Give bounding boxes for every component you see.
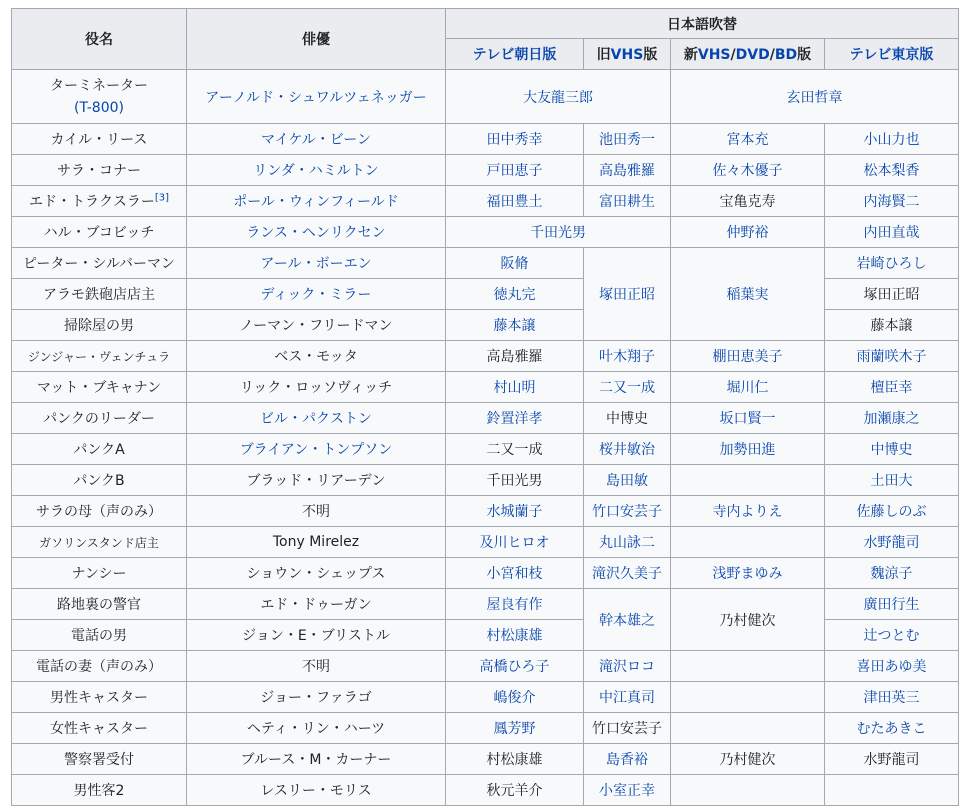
voice-cell-new-vhs: [671, 434, 825, 465]
voice-actor-link[interactable]: 松本梨香: [863, 163, 920, 179]
voice-actor-link[interactable]: 幹本雄之: [599, 612, 655, 629]
table-row: [12, 775, 959, 806]
voice-cell-tv-tokyo: [825, 589, 959, 620]
voice-actor-link[interactable]: 内田直哉: [863, 225, 920, 241]
voice-cell-tv-tokyo: [825, 651, 959, 682]
voice-actor-link[interactable]: 堀川仁: [726, 380, 769, 396]
actor-cell: [187, 217, 446, 248]
voice-cell-old-vhs: [584, 186, 671, 217]
role-cell: ジンジャー・ヴェンチュラ: [12, 341, 187, 372]
actor-cell: 不明: [187, 651, 446, 682]
table-row: [12, 558, 959, 589]
table-row: [12, 434, 959, 465]
voice-cell-new-vhs: [671, 248, 825, 341]
table-row: [12, 155, 959, 186]
voice-actor-link[interactable]: 高橋ひろ子: [479, 659, 550, 675]
voice-cell-tv-asahi: 村松康雄: [446, 744, 584, 775]
new-prefix: 新: [683, 47, 698, 63]
actor-cell: エド・ドゥーガン: [187, 589, 446, 620]
voice-actor-link[interactable]: 戸田恵子: [486, 163, 543, 179]
voice-cell-tv-asahi: 二又一成: [446, 434, 584, 465]
voice-cell-tv-asahi: [446, 496, 584, 527]
voice-actor-link[interactable]: 村松康雄: [486, 628, 543, 644]
voice-cell-tv-asahi-old-vhs: [446, 217, 671, 248]
voice-actor-link[interactable]: 二又一成: [599, 380, 655, 396]
voice-actor-link[interactable]: 福田豊土: [486, 194, 543, 210]
voice-actor-link[interactable]: 及川ヒロオ: [479, 535, 550, 551]
voice-cell-tv-asahi: 高島雅羅: [446, 341, 584, 372]
voice-cell-tv-tokyo: [825, 496, 959, 527]
voice-actor-link[interactable]: 嶋俊介: [493, 690, 536, 706]
voice-actor-link[interactable]: 島田敏: [606, 473, 648, 489]
voice-cell-tv-asahi: [446, 713, 584, 744]
vhs-link[interactable]: VHS: [610, 47, 644, 63]
voice-actor-link[interactable]: 大友龍三郎: [523, 89, 593, 106]
voice-cell-tv-tokyo: [825, 372, 959, 403]
voice-actor-link[interactable]: 中博史: [870, 442, 913, 458]
voice-cell-tv-asahi: 千田光男: [446, 465, 584, 496]
voice-cell-tv-asahi-old-vhs: [446, 70, 671, 124]
role-cell: 掃除屋の男: [12, 310, 187, 341]
voice-cell-old-vhs: [584, 775, 671, 806]
voice-actor-link[interactable]: 島香裕: [606, 752, 648, 768]
table-row: [12, 70, 959, 124]
voice-cell-new-vhs-tv-tokyo: [671, 70, 959, 124]
dvd-link[interactable]: DVD: [735, 47, 770, 63]
voice-actor-link[interactable]: 鈴置洋孝: [486, 411, 543, 427]
voice-cell-new-vhs: [671, 651, 825, 682]
old-vhs-suffix: 版: [643, 47, 658, 63]
voice-actor-link[interactable]: 屋良有作: [486, 597, 543, 613]
role-cell: ガソリンスタンド店主: [12, 527, 187, 558]
voice-cell-new-vhs: [671, 465, 825, 496]
voice-cell-new-vhs: [671, 155, 825, 186]
voice-cell-tv-asahi: [446, 186, 584, 217]
voice-actor-link[interactable]: 小室正幸: [599, 783, 655, 799]
voice-cell-tv-tokyo: [825, 248, 959, 279]
voice-cell-tv-asahi: [446, 124, 584, 155]
role-cell: パンクB: [12, 465, 187, 496]
voice-actor-link[interactable]: 雨蘭咲木子: [856, 349, 927, 365]
voice-actor-link[interactable]: 仲野裕: [726, 225, 769, 241]
table-row: [12, 744, 959, 775]
actor-cell: ヘティ・リン・ハーツ: [187, 713, 446, 744]
role-cell: 電話の男: [12, 620, 187, 651]
voice-cell-new-vhs: [671, 558, 825, 589]
actor-cell: レスリー・モリス: [187, 775, 446, 806]
role-cell: ナンシー: [12, 558, 187, 589]
voice-actor-link[interactable]: 滝沢久美子: [592, 566, 662, 582]
voice-cell-tv-asahi: [446, 527, 584, 558]
role-name: エド・トラクスラー: [28, 194, 155, 210]
tv-asahi-link[interactable]: テレビ朝日版: [472, 47, 557, 63]
table-row: [12, 248, 959, 279]
voice-cell-old-vhs: 中博史: [584, 403, 671, 434]
voice-cell-tv-tokyo: [825, 124, 959, 155]
header-old-vhs: [584, 39, 671, 70]
role-cell: 警察署受付: [12, 744, 187, 775]
voice-actor-link[interactable]: 田中秀幸: [486, 132, 543, 148]
voice-actor-link[interactable]: 佐々木優子: [712, 163, 783, 179]
voice-cell-tv-tokyo: [825, 217, 959, 248]
voice-actor-link[interactable]: 塚田正昭: [599, 287, 655, 303]
actor-cell: [187, 70, 446, 124]
voice-cell-tv-tokyo: [825, 775, 959, 806]
voice-cell-tv-tokyo: [825, 155, 959, 186]
voice-cell-new-vhs: [671, 496, 825, 527]
table-row: [12, 651, 959, 682]
header-japanese-dub: 日本語吹替: [446, 9, 959, 39]
voice-actor-link[interactable]: 藤本譲: [493, 318, 536, 334]
voice-actor-link[interactable]: 坂口賢一: [719, 411, 776, 427]
table-row: [12, 372, 959, 403]
table-row: [12, 465, 959, 496]
voice-actor-link[interactable]: 玄田哲章: [786, 89, 843, 106]
voice-cell-old-vhs: [584, 434, 671, 465]
voice-cell-old-vhs: [584, 682, 671, 713]
header-row-1: [12, 9, 959, 39]
role-cell: [12, 186, 187, 217]
role-sub-link[interactable]: (T-800): [74, 99, 124, 116]
voice-cell-new-vhs: 宝亀克寿: [671, 186, 825, 217]
voice-actor-link[interactable]: 竹口安芸子: [592, 504, 662, 520]
voice-cell-tv-asahi: 秋元羊介: [446, 775, 584, 806]
table-row: [12, 589, 959, 620]
voice-cell-new-vhs: [671, 682, 825, 713]
voice-actor-link[interactable]: 土田大: [870, 473, 913, 489]
voice-cell-tv-tokyo: [825, 186, 959, 217]
voice-cell-tv-asahi: [446, 248, 584, 279]
voice-cell-tv-asahi: [446, 682, 584, 713]
header-new-vhs-dvd-bd: [671, 39, 825, 70]
voice-cell-tv-asahi: [446, 589, 584, 620]
voice-cell-old-vhs: [584, 155, 671, 186]
table-row: [12, 341, 959, 372]
voice-cell-old-vhs: [584, 496, 671, 527]
tv-tokyo-link[interactable]: テレビ東京版: [849, 47, 934, 63]
cast-table: [11, 8, 959, 806]
voice-cell-new-vhs: [671, 527, 825, 558]
role-cell: 男性客2: [12, 775, 187, 806]
voice-cell-new-vhs: [671, 775, 825, 806]
voice-actor-link[interactable]: 滝沢ロコ: [599, 659, 655, 675]
actor-cell: リック・ロッソヴィッチ: [187, 372, 446, 403]
voice-cell-tv-tokyo: [825, 682, 959, 713]
role-cell: 男性キャスター: [12, 682, 187, 713]
header-tv-tokyo: [825, 39, 959, 70]
voice-actor-link[interactable]: 寺内よりえ: [712, 504, 783, 520]
actor-cell: ノーマン・フリードマン: [187, 310, 446, 341]
old-vhs-prefix: 旧: [596, 47, 611, 63]
voice-cell-old-vhs: [584, 124, 671, 155]
role-cell: カイル・リース: [12, 124, 187, 155]
role-cell: アラモ鉄砲店店主: [12, 279, 187, 310]
voice-actor-link[interactable]: 桜井敏治: [599, 442, 655, 458]
voice-cell-tv-tokyo: 塚田正昭: [825, 279, 959, 310]
voice-actor-link[interactable]: 小山力也: [863, 132, 920, 148]
voice-actor-link[interactable]: 稲葉実: [726, 287, 769, 303]
table-row: [12, 713, 959, 744]
voice-actor-link[interactable]: 魏涼子: [870, 566, 913, 582]
voice-actor-link[interactable]: 佐藤しのぶ: [856, 504, 927, 520]
role-cell: ピーター・シルバーマン: [12, 248, 187, 279]
voice-actor-link[interactable]: 津田英三: [863, 690, 920, 706]
voice-cell-old-vhs: [584, 465, 671, 496]
actor-link[interactable]: マイケル・ビーン: [261, 132, 371, 148]
voice-cell-tv-tokyo: 水野龍司: [825, 744, 959, 775]
voice-actor-link[interactable]: 丸山詠二: [599, 535, 655, 551]
voice-cell-old-vhs: [584, 589, 671, 651]
cast-table-container: [11, 8, 959, 806]
actor-cell: ショウン・シェップス: [187, 558, 446, 589]
table-row: [12, 217, 959, 248]
table-row: [12, 682, 959, 713]
voice-cell-tv-asahi: [446, 558, 584, 589]
voice-cell-old-vhs: [584, 372, 671, 403]
voice-cell-tv-tokyo: [825, 434, 959, 465]
role-cell: パンクA: [12, 434, 187, 465]
voice-actor-link[interactable]: 水城蘭子: [486, 504, 543, 520]
voice-actor-link[interactable]: 鳳芳野: [493, 721, 536, 737]
table-row: [12, 403, 959, 434]
actor-cell: [187, 155, 446, 186]
voice-actor-link[interactable]: 喜田あゆ美: [856, 659, 927, 675]
role-cell: [12, 70, 187, 124]
voice-actor-link[interactable]: 水野龍司: [863, 535, 920, 551]
voice-cell-tv-asahi: [446, 155, 584, 186]
header-role: 役名: [12, 9, 187, 70]
role-cell: ハル・ブコビッチ: [12, 217, 187, 248]
role-cell: マット・ブキャナン: [12, 372, 187, 403]
new-vhs-link[interactable]: VHS: [697, 47, 731, 63]
voice-cell-old-vhs: [584, 248, 671, 341]
role-cell: サラの母（声のみ）: [12, 496, 187, 527]
voice-cell-tv-asahi: [446, 651, 584, 682]
actor-cell: [187, 434, 446, 465]
actor-cell: ジョン・E・ブリストル: [187, 620, 446, 651]
voice-cell-old-vhs: [584, 558, 671, 589]
actor-cell: [187, 248, 446, 279]
actor-link[interactable]: ディック・ミラー: [260, 287, 372, 303]
voice-actor-link[interactable]: 徳丸完: [493, 287, 536, 303]
voice-cell-old-vhs: [584, 744, 671, 775]
actor-cell: 不明: [187, 496, 446, 527]
role-cell: サラ・コナー: [12, 155, 187, 186]
voice-actor-link[interactable]: 廣田行生: [863, 597, 920, 613]
voice-cell-new-vhs: 乃村健次: [671, 589, 825, 651]
actor-cell: Tony Mirelez: [187, 527, 446, 558]
new-suffix: 版: [797, 47, 812, 63]
bd-link[interactable]: BD: [774, 47, 798, 63]
voice-actor-link[interactable]: 小宮和枝: [486, 566, 543, 582]
voice-cell-tv-asahi: [446, 620, 584, 651]
voice-cell-tv-tokyo: [825, 620, 959, 651]
voice-cell-new-vhs: [671, 217, 825, 248]
voice-actor-link[interactable]: 宮本充: [726, 132, 769, 148]
voice-actor-link[interactable]: 岩崎ひろし: [856, 256, 927, 272]
actor-link[interactable]: ランス・ヘンリクセン: [246, 225, 386, 241]
voice-cell-tv-tokyo: [825, 713, 959, 744]
actor-link[interactable]: ビル・パクストン: [260, 411, 372, 427]
footnote-link[interactable]: [3]: [154, 192, 170, 204]
actor-link[interactable]: ブライアン・トンプソン: [239, 442, 393, 458]
voice-cell-tv-asahi: [446, 279, 584, 310]
table-row: [12, 527, 959, 558]
role-name: ターミネーター: [50, 77, 148, 94]
voice-actor-link[interactable]: 加勢田進: [719, 442, 776, 458]
voice-actor-link[interactable]: 棚田恵美子: [712, 349, 783, 365]
role-cell: 女性キャスター: [12, 713, 187, 744]
voice-cell-new-vhs: [671, 341, 825, 372]
actor-link[interactable]: アーノルド・シュワルツェネッガー: [205, 89, 427, 106]
actor-link[interactable]: リンダ・ハミルトン: [253, 163, 379, 179]
table-row: [12, 496, 959, 527]
voice-cell-new-vhs: 乃村健次: [671, 744, 825, 775]
table-row: [12, 186, 959, 217]
voice-actor-link[interactable]: 内海賢二: [863, 194, 920, 210]
voice-cell-old-vhs: [584, 527, 671, 558]
actor-cell: ベス・モッタ: [187, 341, 446, 372]
voice-cell-new-vhs: [671, 403, 825, 434]
actor-cell: ブルース・M・カーナー: [187, 744, 446, 775]
voice-actor-link[interactable]: 浅野まゆみ: [712, 566, 783, 582]
separator: /: [730, 47, 736, 63]
voice-actor-link[interactable]: 村山明: [493, 380, 536, 396]
voice-cell-new-vhs: [671, 124, 825, 155]
voice-cell-old-vhs: [584, 341, 671, 372]
voice-actor-link[interactable]: 檀臣幸: [870, 380, 913, 396]
separator: /: [769, 47, 775, 63]
actor-cell: ブラッド・リアーデン: [187, 465, 446, 496]
voice-cell-new-vhs: [671, 713, 825, 744]
actor-cell: [187, 279, 446, 310]
voice-cell-tv-tokyo: [825, 403, 959, 434]
role-cell: パンクのリーダー: [12, 403, 187, 434]
voice-cell-tv-tokyo: [825, 341, 959, 372]
voice-cell-tv-tokyo: [825, 558, 959, 589]
voice-actor-link[interactable]: 阪脩: [500, 256, 529, 272]
voice-actor-link[interactable]: 叶木翔子: [599, 349, 655, 365]
voice-cell-old-vhs: 竹口安芸子: [584, 713, 671, 744]
voice-actor-link[interactable]: 富田耕生: [599, 194, 655, 210]
voice-actor-link[interactable]: 千田光男: [530, 225, 586, 241]
voice-actor-link[interactable]: 加瀬康之: [863, 411, 920, 427]
voice-cell-tv-asahi: [446, 372, 584, 403]
voice-actor-link[interactable]: むたあきこ: [856, 721, 927, 737]
voice-actor-link[interactable]: 高島雅羅: [599, 163, 655, 179]
header-actor: 俳優: [187, 9, 446, 70]
actor-cell: ジョー・ファラゴ: [187, 682, 446, 713]
voice-actor-link[interactable]: 辻つとむ: [863, 628, 920, 644]
actor-cell: [187, 124, 446, 155]
voice-actor-link[interactable]: 中江真司: [599, 690, 655, 706]
voice-cell-tv-asahi: [446, 310, 584, 341]
voice-cell-tv-tokyo: [825, 465, 959, 496]
role-cell: 路地裏の警官: [12, 589, 187, 620]
role-cell: 電話の妻（声のみ）: [12, 651, 187, 682]
voice-actor-link[interactable]: 池田秀一: [599, 132, 655, 148]
actor-link[interactable]: アール・ボーエン: [260, 256, 372, 272]
table-row: [12, 124, 959, 155]
voice-cell-new-vhs: [671, 372, 825, 403]
actor-cell: [187, 186, 446, 217]
actor-cell: [187, 403, 446, 434]
voice-cell-tv-tokyo: [825, 527, 959, 558]
header-tv-asahi: [446, 39, 584, 70]
voice-cell-tv-asahi: [446, 403, 584, 434]
voice-cell-tv-tokyo: 藤本譲: [825, 310, 959, 341]
voice-cell-old-vhs: [584, 651, 671, 682]
actor-link[interactable]: ポール・ウィンフィールド: [233, 194, 399, 210]
